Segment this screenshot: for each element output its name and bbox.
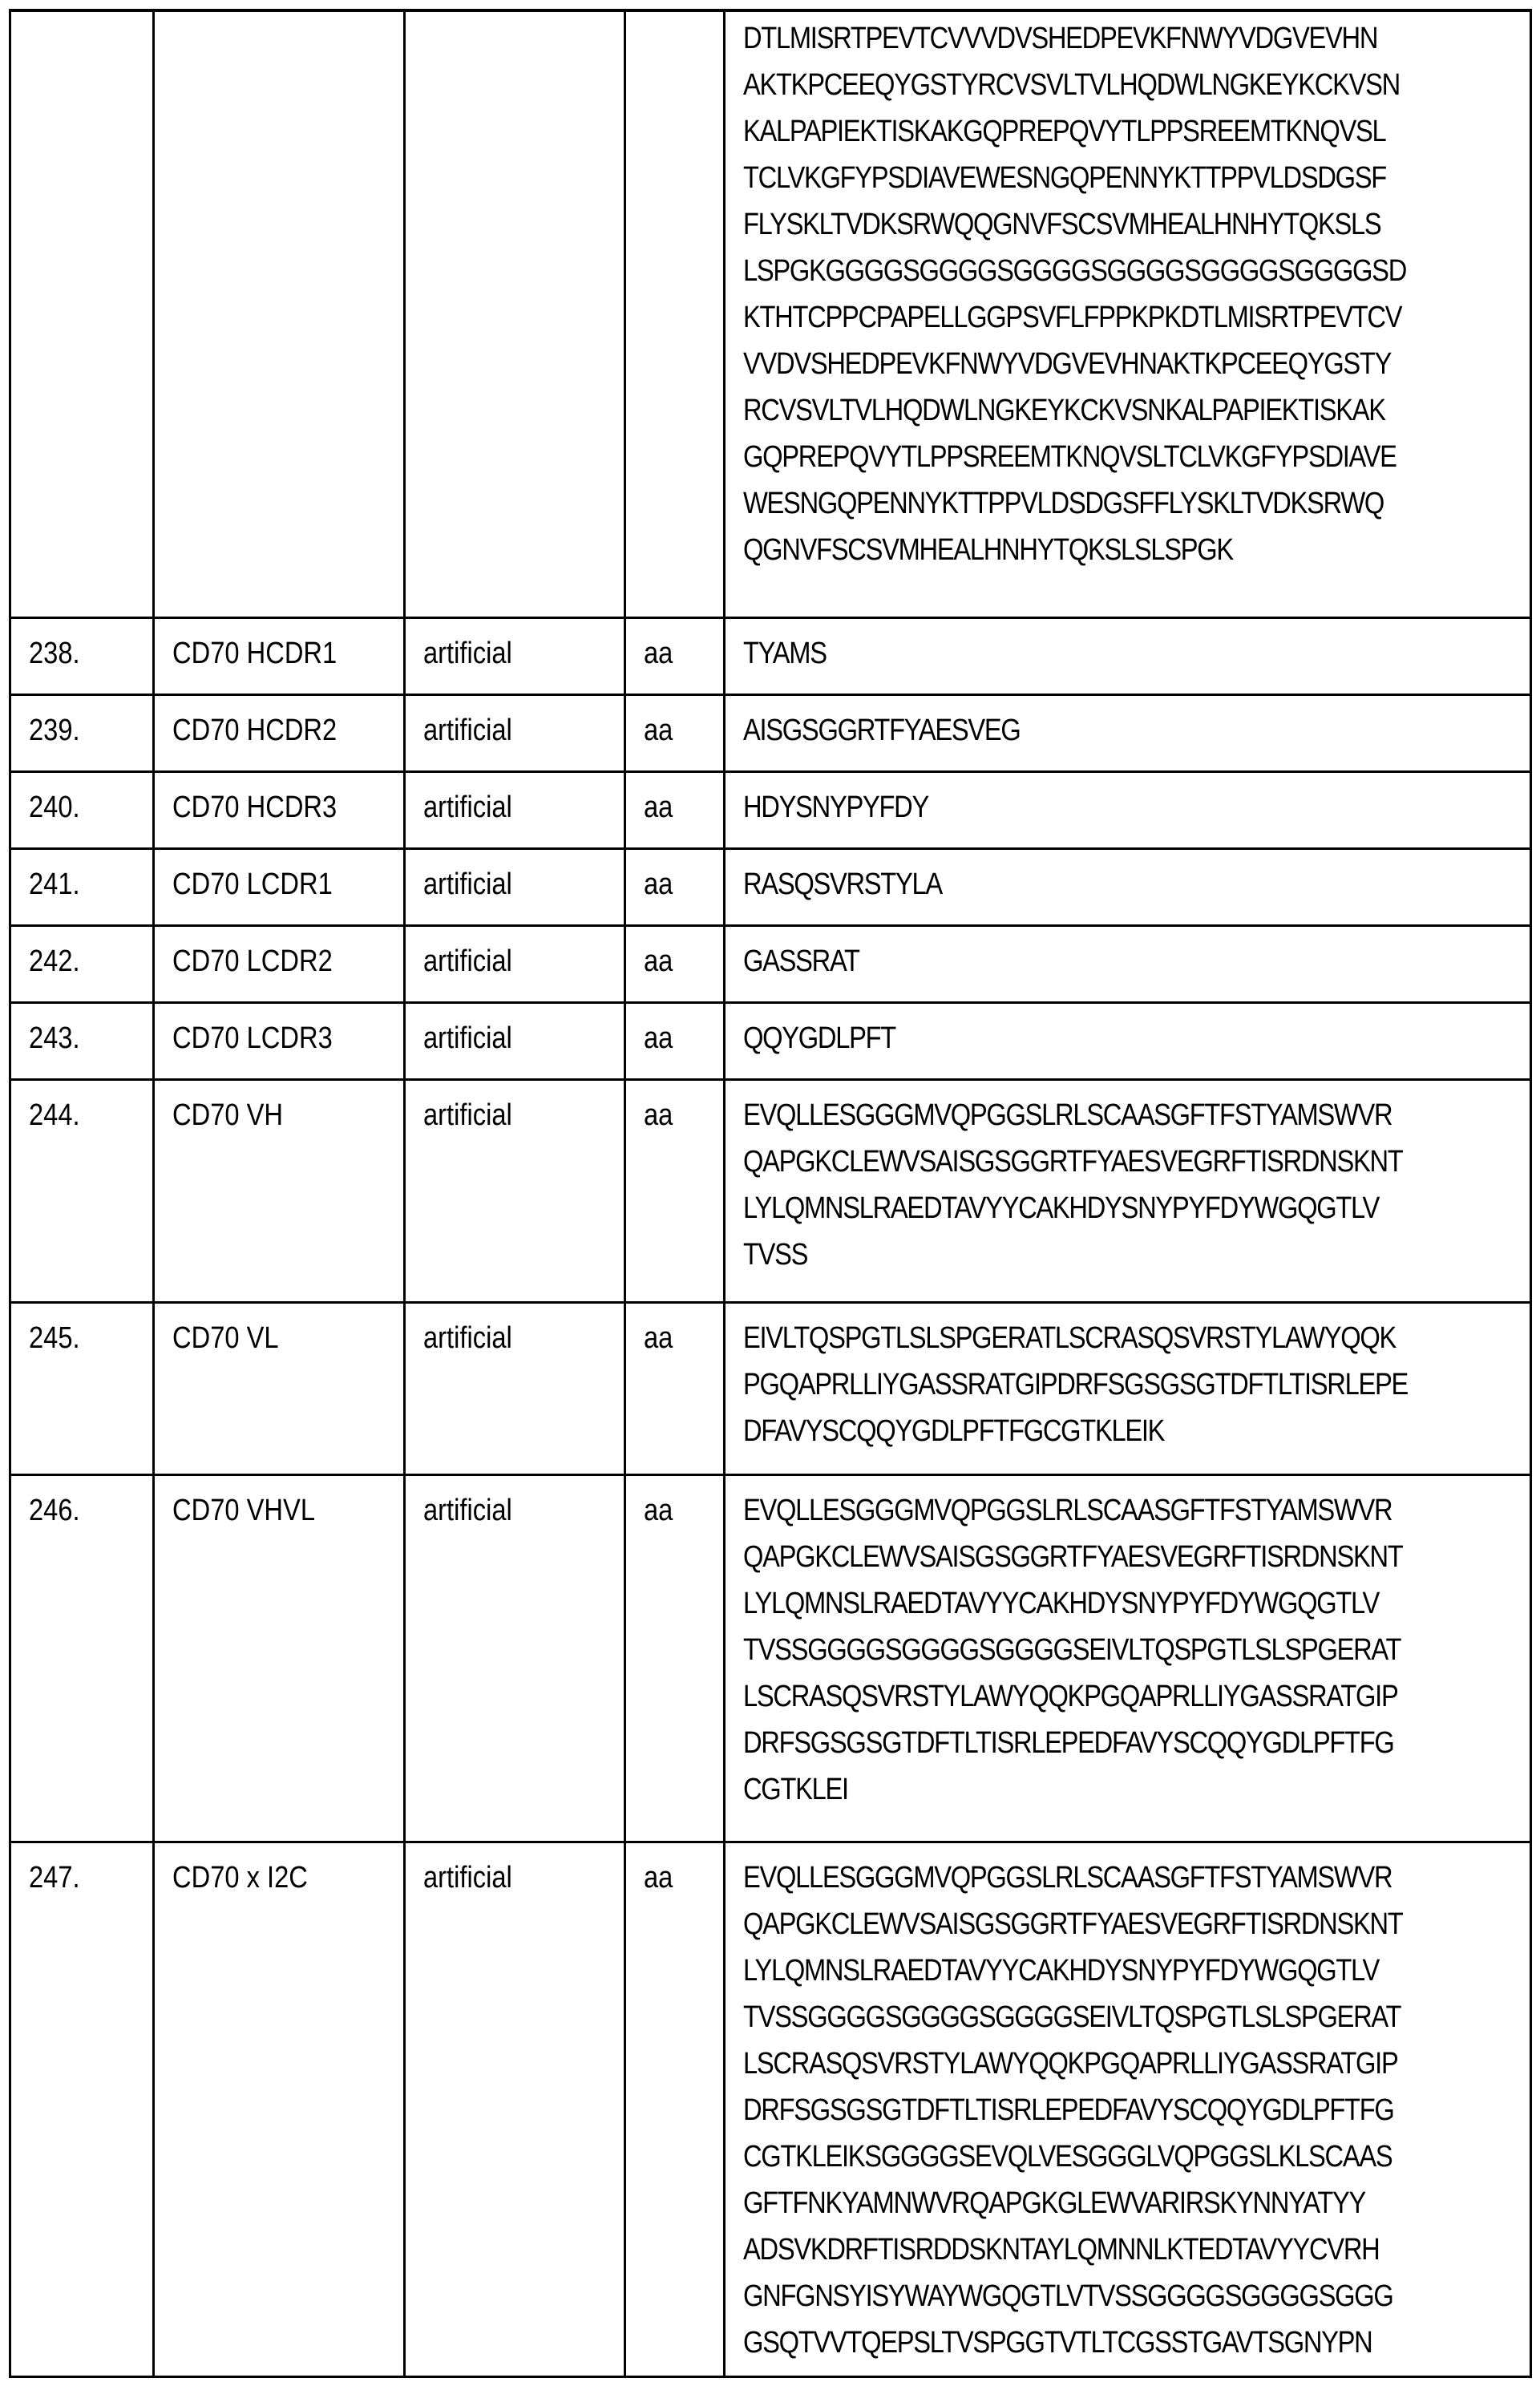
- sequence-line: LSPGKGGGGSGGGGSGGGGSGGGGSGGGGSGGGGSD: [743, 254, 1407, 288]
- sequence-line: EVQLLESGGGMVQPGGSLRLSCAASGFTFSTYAMSWVR: [743, 1098, 1392, 1132]
- sequence-line: TVSSGGGGSGGGGSGGGGSEIVLTQSPGTLSLSPGERAT: [743, 2000, 1401, 2034]
- source-text: artificial: [423, 1021, 512, 1055]
- sequence-line: DRFSGSGSGTDFTLTISRLEPEDFAVYSCQQYGDLPFTFG: [743, 1725, 1394, 1760]
- designation-cell: [154, 1474, 405, 1842]
- seq-id-cell: [10, 1002, 154, 1079]
- designation-text: CD70 x I2C: [172, 1860, 308, 1895]
- sequence-line: GSQTVVTQEPSLTVSPGGTVTLTCGSSTGAVTSGNYPN: [743, 2325, 1372, 2360]
- sequence-line: QGNVFSCSVMHEALHNHYTQKSLSLSPGK: [743, 533, 1233, 567]
- sequence-cell: [725, 1002, 1531, 1079]
- designation-cell: [154, 1079, 405, 1302]
- sequence-line: TCLVKGFYPSDIAVEWESNGQPENNYKTTPPVLDSDGSF: [743, 161, 1386, 195]
- designation-text: CD70 HCDR3: [172, 790, 338, 824]
- source-cell: [405, 10, 625, 617]
- sequence-line: RCVSVLTVLHQDWLNGKEYKCKVSNKALPAPIEKTISKAK: [743, 394, 1385, 427]
- source-cell: [405, 1302, 625, 1474]
- sequence-line: VVDVSHEDPEVKFNWYVDGVEVHNAKTKPCEEQYGSTY: [743, 347, 1392, 381]
- sequence-line: QAPGKCLEWVSAISGSGGRTFYAESVEGRFTISRDNSKNT: [743, 1907, 1403, 1941]
- seq-id-cell: [10, 1842, 154, 2376]
- source-cell: [405, 694, 625, 771]
- sequence-line: CGTKLEI: [743, 1772, 848, 1806]
- source-text: artificial: [423, 1320, 512, 1355]
- sequence-line: DTLMISRTPEVTCVVVDVSHEDPEVKFNWYVDGVEVHN: [743, 22, 1378, 55]
- seq-id-number: 247.: [29, 1860, 80, 1895]
- sequence-line: TVSS: [743, 1237, 808, 1272]
- sequence-line: AKTKPCEEQYGSTYRCVSVLTVLHQDWLNGKEYKCKVSN: [743, 68, 1400, 102]
- seq-id-cell: [10, 1302, 154, 1474]
- designation-text: CD70 LCDR1: [172, 867, 333, 901]
- sequence-line: LSCRASQSVRSTYLAWYQQKPGQAPRLLIYGASSRATGIP: [743, 1679, 1398, 1713]
- sequence-cell: [725, 925, 1531, 1002]
- designation-text: CD70 VHVL: [172, 1493, 316, 1527]
- designation-cell: [154, 10, 405, 617]
- type-cell: [625, 1474, 725, 1842]
- seq-id-number: 242.: [29, 944, 80, 978]
- source-text: artificial: [423, 944, 512, 978]
- sequence-cell: [725, 1474, 1531, 1842]
- sequence-line: AISGSGGRTFYAESVEG: [743, 713, 1021, 747]
- source-cell: [405, 1842, 625, 2376]
- sequence-table-body: [10, 10, 1531, 2376]
- sequence-line: CGTKLEIKSGGGGSEVQLVESGGGLVQPGGSLKLSCAAS: [743, 2139, 1392, 2174]
- seq-id-number: 238.: [29, 636, 80, 670]
- sequence-line: KALPAPIEKTISKAKGQPREPQVYTLPPSREEMTKNQVSL: [743, 115, 1386, 148]
- table-row: [10, 925, 1531, 1002]
- type-cell: [625, 925, 725, 1002]
- table-row: [10, 1302, 1531, 1474]
- type-cell: [625, 10, 725, 617]
- type-cell: [625, 617, 725, 694]
- table-row: [10, 1474, 1531, 1842]
- sequence-line: LYLQMNSLRAEDTAVYYCAKHDYSNYPYFDYWGQGTLV: [743, 1586, 1379, 1620]
- type-text: aa: [644, 1021, 673, 1055]
- sequence-line: EVQLLESGGGMVQPGGSLRLSCAASGFTFSTYAMSWVR: [743, 1493, 1392, 1527]
- designation-cell: [154, 771, 405, 848]
- source-cell: [405, 617, 625, 694]
- type-cell: [625, 1002, 725, 1079]
- sequence-line: LSCRASQSVRSTYLAWYQQKPGQAPRLLIYGASSRATGIP: [743, 2046, 1398, 2081]
- source-text: artificial: [423, 1860, 512, 1895]
- source-text: artificial: [423, 1098, 512, 1132]
- sequence-line: GNFGNSYISYWAYWGQGTLVTVSSGGGGSGGGGSGGG: [743, 2279, 1393, 2313]
- source-text: artificial: [423, 867, 512, 901]
- source-cell: [405, 1079, 625, 1302]
- table-row: [10, 848, 1531, 925]
- designation-cell: [154, 1842, 405, 2376]
- designation-cell: [154, 1002, 405, 1079]
- sequence-line: LYLQMNSLRAEDTAVYYCAKHDYSNYPYFDYWGQGTLV: [743, 1953, 1379, 1988]
- sequence-line: QAPGKCLEWVSAISGSGGRTFYAESVEGRFTISRDNSKNT: [743, 1144, 1403, 1179]
- seq-id-cell: [10, 771, 154, 848]
- sequence-line: GASSRAT: [743, 944, 859, 978]
- sequence-line: TYAMS: [743, 636, 827, 670]
- source-text: artificial: [423, 1493, 512, 1527]
- type-cell: [625, 694, 725, 771]
- table-row: [10, 771, 1531, 848]
- designation-text: CD70 LCDR3: [172, 1021, 333, 1055]
- sequence-line: DFAVYSCQQYGDLPFTFGCGTKLEIK: [743, 1413, 1165, 1448]
- type-cell: [625, 1079, 725, 1302]
- seq-id-cell: [10, 848, 154, 925]
- source-cell: [405, 925, 625, 1002]
- designation-cell: [154, 1302, 405, 1474]
- seq-id-cell: [10, 694, 154, 771]
- seq-id-cell: [10, 1079, 154, 1302]
- designation-text: CD70 VL: [172, 1320, 279, 1355]
- type-text: aa: [644, 867, 673, 901]
- seq-id-number: 241.: [29, 867, 80, 901]
- type-text: aa: [644, 1493, 673, 1527]
- sequence-cell: [725, 1302, 1531, 1474]
- table-row: [10, 1002, 1531, 1079]
- sequence-line: TVSSGGGGSGGGGSGGGGSEIVLTQSPGTLSLSPGERAT: [743, 1632, 1401, 1667]
- sequence-line: DRFSGSGSGTDFTLTISRLEPEDFAVYSCQQYGDLPFTFG: [743, 2093, 1394, 2127]
- type-text: aa: [644, 713, 673, 747]
- sequence-line: GQPREPQVYTLPPSREEMTKNQVSLTCLVKGFYPSDIAVE: [743, 440, 1397, 474]
- table-row: [10, 694, 1531, 771]
- seq-id-cell: [10, 1474, 154, 1842]
- sequence-cell: [725, 848, 1531, 925]
- sequence-line: EIVLTQSPGTLSLSPGERATLSCRASQSVRSTYLAWYQQK: [743, 1320, 1397, 1355]
- type-text: aa: [644, 944, 673, 978]
- designation-cell: [154, 617, 405, 694]
- table-row: [10, 1842, 1531, 2376]
- sequence-cell: [725, 1079, 1531, 1302]
- sequence-line: HDYSNYPYFDY: [743, 790, 928, 824]
- designation-text: CD70 VH: [172, 1098, 284, 1132]
- type-text: aa: [644, 1320, 673, 1355]
- designation-text: CD70 LCDR2: [172, 944, 333, 978]
- seq-id-number: 243.: [29, 1021, 80, 1055]
- designation-cell: [154, 925, 405, 1002]
- source-text: artificial: [423, 636, 512, 670]
- sequence-line: EVQLLESGGGMVQPGGSLRLSCAASGFTFSTYAMSWVR: [743, 1860, 1392, 1895]
- table-row: [10, 10, 1531, 617]
- sequence-cell: [725, 694, 1531, 771]
- seq-id-number: 246.: [29, 1493, 80, 1527]
- sequence-line: GFTFNKYAMNWVRQAPGKGLEWVARIRSKYNNYATYY: [743, 2186, 1366, 2220]
- source-cell: [405, 1474, 625, 1842]
- type-cell: [625, 848, 725, 925]
- seq-id-cell: [10, 617, 154, 694]
- seq-id-cell: [10, 10, 154, 617]
- designation-text: CD70 HCDR1: [172, 636, 338, 670]
- sequence-table: [9, 9, 1532, 2378]
- table-row: [10, 1079, 1531, 1302]
- sequence-cell: [725, 10, 1531, 617]
- source-cell: [405, 1002, 625, 1079]
- source-cell: [405, 771, 625, 848]
- sequence-line: PGQAPRLLIYGASSRATGIPDRFSGSGSGTDFTLTISRLEPE: [743, 1367, 1408, 1401]
- designation-cell: [154, 848, 405, 925]
- source-text: artificial: [423, 790, 512, 824]
- seq-id-number: 239.: [29, 713, 80, 747]
- designation-cell: [154, 694, 405, 771]
- sequence-line: KTHTCPPCPAPELLGGPSVFLFPPKPKDTLMISRTPEVTCV: [743, 301, 1402, 334]
- sequence-cell: [725, 771, 1531, 848]
- source-cell: [405, 848, 625, 925]
- seq-id-number: 240.: [29, 790, 80, 824]
- designation-text: CD70 HCDR2: [172, 713, 338, 747]
- type-text: aa: [644, 790, 673, 824]
- seq-id-number: 244.: [29, 1098, 80, 1132]
- seq-id-cell: [10, 925, 154, 1002]
- source-text: artificial: [423, 713, 512, 747]
- type-text: aa: [644, 1860, 673, 1895]
- seq-id-number: 245.: [29, 1320, 80, 1355]
- sequence-line: LYLQMNSLRAEDTAVYYCAKHDYSNYPYFDYWGQGTLV: [743, 1191, 1379, 1225]
- sequence-line: FLYSKLTVDKSRWQQGNVFSCSVMHEALHNHYTQKSLS: [743, 208, 1381, 241]
- sequence-line: QAPGKCLEWVSAISGSGGRTFYAESVEGRFTISRDNSKNT: [743, 1539, 1403, 1574]
- type-text: aa: [644, 636, 673, 670]
- sequence-line: QQYGDLPFT: [743, 1021, 895, 1055]
- sequence-line: WESNGQPENNYKTTPPVLDSDGSFFLYSKLTVDKSRWQ: [743, 487, 1384, 520]
- table-row: [10, 617, 1531, 694]
- sequence-cell: [725, 1842, 1531, 2376]
- type-text: aa: [644, 1098, 673, 1132]
- sequence-cell: [725, 617, 1531, 694]
- type-cell: [625, 1842, 725, 2376]
- sequence-line: RASQSVRSTYLA: [743, 867, 942, 901]
- sequence-line: ADSVKDRFTISRDDSKNTAYLQMNNLKTEDTAVYYCVRH: [743, 2232, 1380, 2267]
- type-cell: [625, 771, 725, 848]
- type-cell: [625, 1302, 725, 1474]
